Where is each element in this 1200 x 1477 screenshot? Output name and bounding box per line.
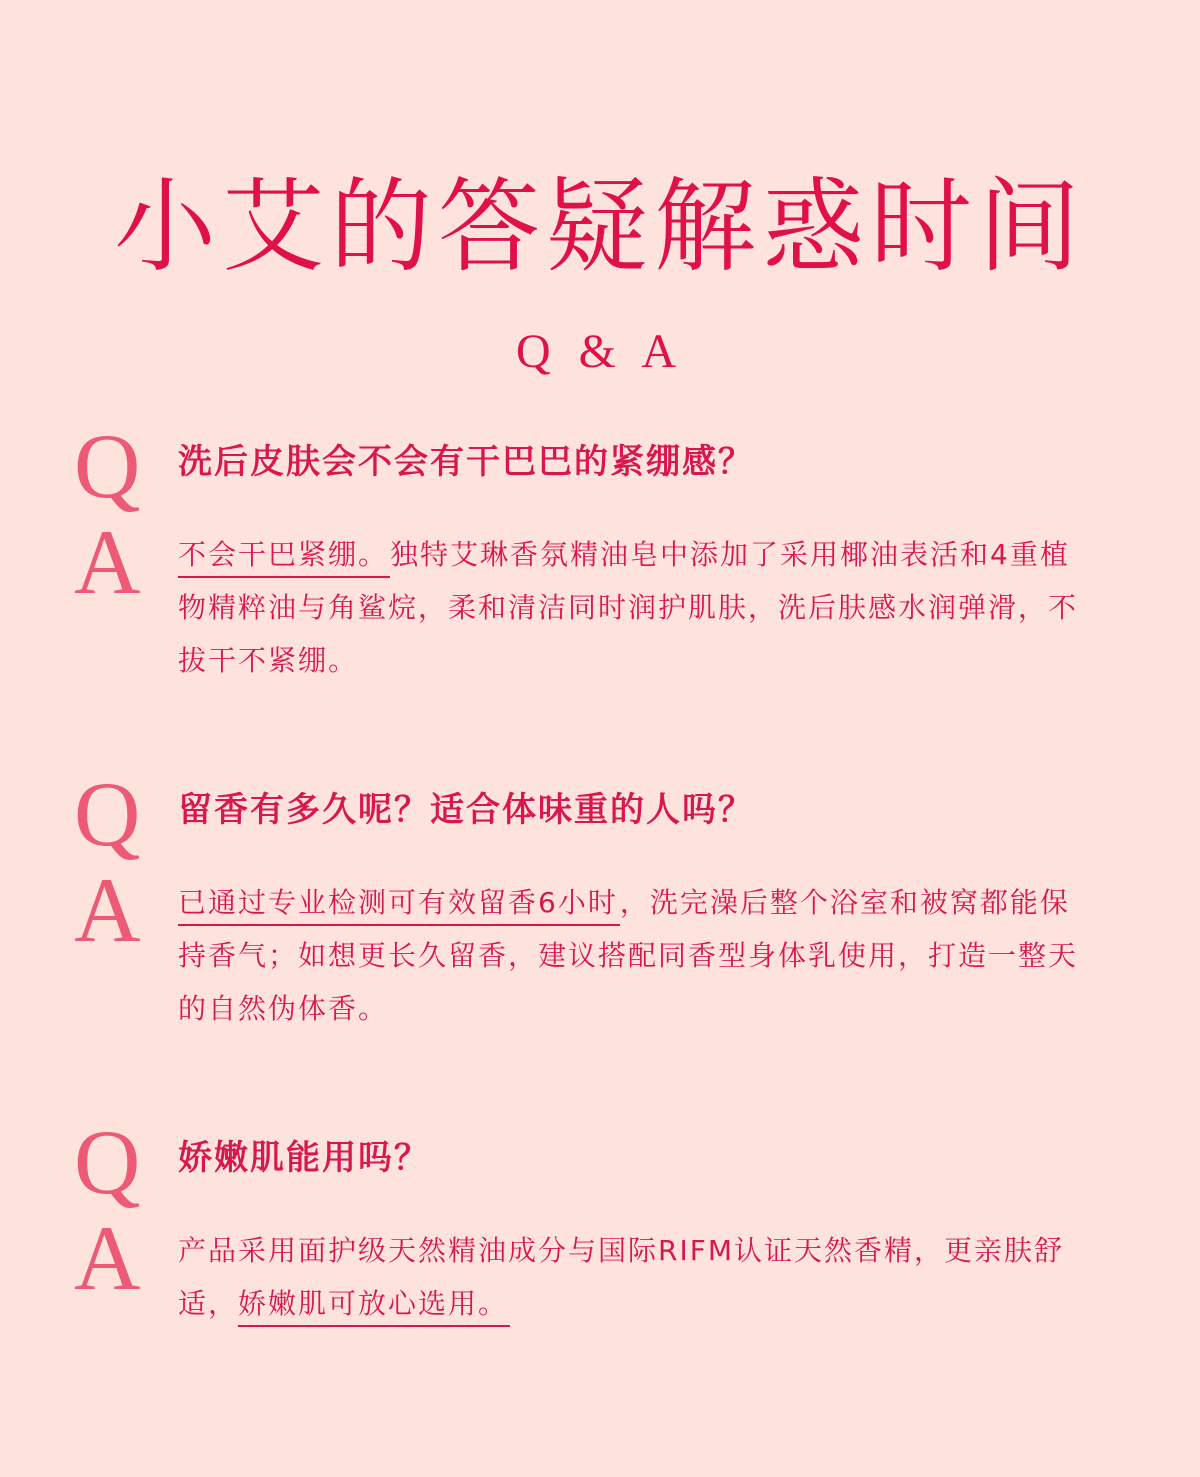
answer-highlight: 已通过专业检测可有效留香6小时 xyxy=(178,886,620,926)
answer-text xyxy=(178,528,1078,687)
answer-body: 独特艾琳香氛精油皂中添加了采用椰油表活和4重植物精粹油与角鲨烷，柔和清洁同时润护肌肤，洗后肤感水润弹滑，不拔干不紧绷。 xyxy=(178,538,1079,677)
question-marker: Q xyxy=(74,415,141,517)
answer-marker: A xyxy=(74,859,141,961)
answer-text xyxy=(178,876,1078,1035)
page-subtitle: Q & A xyxy=(515,325,684,378)
answer-marker: A xyxy=(74,1207,141,1309)
answer-text xyxy=(178,1224,1078,1330)
question-marker: Q xyxy=(74,763,141,865)
answer-body: 产品采用面护级天然精油成分与国际RIFM认证天然香精，更亲肤舒适， xyxy=(178,1234,1064,1320)
answer-body: ，洗完澡后整个浴室和被窝都能保持香气；如想更长久留香，建议搭配同香型身体乳使用，打造一整天的自然伪体香。 xyxy=(178,886,1079,1025)
answer-marker: A xyxy=(74,511,141,613)
page-title: 小艾的答疑解惑时间 xyxy=(114,168,1086,287)
question-text: 娇嫩肌能用吗？ xyxy=(178,1138,430,1178)
question-text: 留香有多久呢？适合体味重的人吗？ xyxy=(178,790,754,830)
answer-highlight: 不会干巴紧绷。 xyxy=(178,538,390,578)
answer-highlight: 娇嫩肌可放心选用。 xyxy=(238,1287,510,1327)
question-marker: Q xyxy=(74,1111,141,1213)
question-text: 洗后皮肤会不会有干巴巴的紧绷感？ xyxy=(178,442,754,482)
